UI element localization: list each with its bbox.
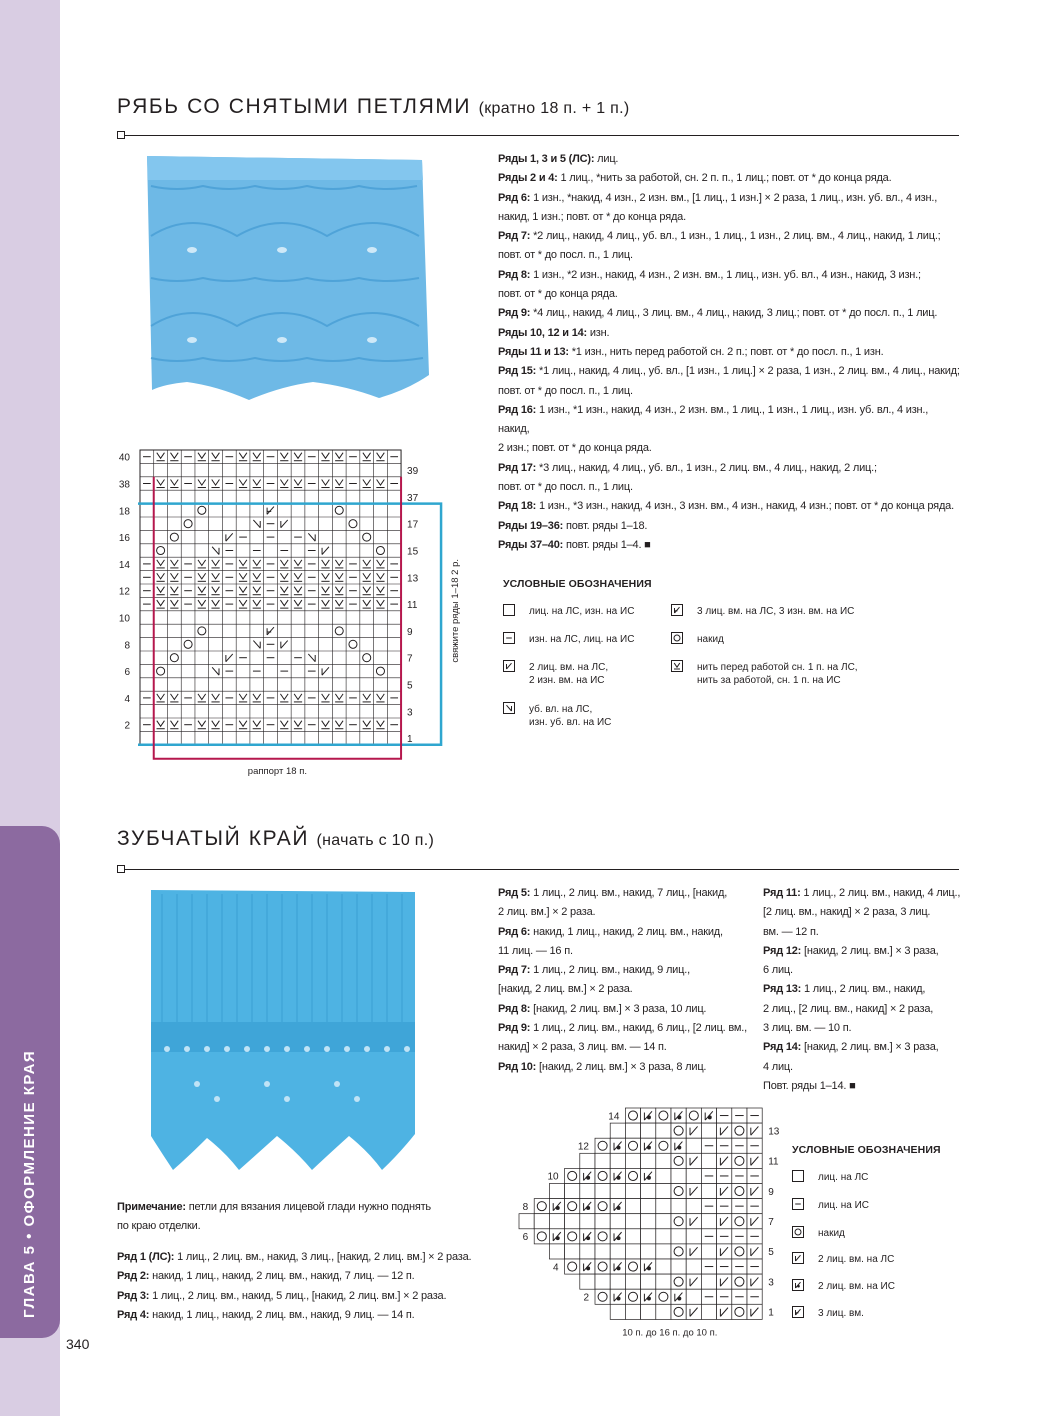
row-text: 1 лиц., 2 лиц. вм., накид, bbox=[804, 983, 926, 996]
chart1-row-label-left: 38 bbox=[118, 479, 130, 491]
row-text: 3 лиц. вм. — 10 п. bbox=[763, 1022, 852, 1035]
row-label: Ряды 19–36: bbox=[498, 519, 564, 532]
row-text: накид, 1 лиц., накид, 2 лиц. вм., накид, 9 лиц. — 14 п. bbox=[152, 1308, 415, 1321]
row-text: вм. — 12 п. bbox=[763, 925, 819, 938]
row-text: 1 лиц., *нить за работой, сн. 2 п. п., 1 лиц.; повт. от * до конца ряда. bbox=[560, 172, 892, 185]
section1-legend bbox=[503, 578, 883, 738]
row-text: 2 лиц., [2 лиц. вм., накид] × 2 раза, bbox=[763, 1002, 934, 1015]
instruction-line bbox=[763, 1038, 963, 1057]
row-text: накид, 1 лиц., накид, 2 лиц. вм., накид, 7 лиц. — 12 п. bbox=[152, 1270, 415, 1283]
legend-item-label: 2 лиц. вм. на ИС bbox=[818, 1281, 895, 1292]
row-text: *1 изн., нить перед работой сн. 2 п.; повт. от * до посл. п., 1 изн. bbox=[571, 345, 884, 358]
row-text: *3 лиц., накид, 4 лиц., уб. вл., 1 изн., 2 лиц. вм., 4 лиц., накид, 2 лиц.; bbox=[539, 461, 877, 474]
chart2-row-label-left: 2 bbox=[583, 1292, 589, 1304]
page-number: 340 bbox=[66, 1336, 90, 1352]
row-text: повт. от * до посл. п., 1 лиц. bbox=[498, 481, 633, 494]
row-text: [накид, 2 лиц. вм.] × 3 раза, bbox=[804, 1041, 939, 1054]
legend1-title: УСЛОВНЫЕ ОБОЗНАЧЕНИЯ bbox=[503, 578, 652, 590]
instruction-line bbox=[498, 401, 960, 440]
section1-swatch-photo bbox=[117, 150, 477, 416]
instruction-line bbox=[498, 285, 960, 304]
legend-item-label: уб. вл. на ЛС, bbox=[529, 704, 593, 715]
instruction-line bbox=[498, 1000, 758, 1019]
row-text: 11 лиц. — 16 п. bbox=[498, 944, 573, 957]
legend-item-label: изн. уб. вл. на ИС bbox=[529, 717, 612, 728]
chart2-row-label-left: 10 bbox=[547, 1171, 559, 1183]
row-label: Ряд 8: bbox=[498, 1002, 531, 1015]
legend-item-label: лиц. на ИС bbox=[818, 1200, 869, 1211]
legend-item-label: накид bbox=[818, 1228, 845, 1239]
row-text: петли для вязания лицевой глади нужно поднять bbox=[188, 1201, 431, 1213]
section1-chart bbox=[116, 446, 464, 776]
chart2-row-label-right: 9 bbox=[768, 1186, 774, 1198]
legend-item-label: нить перед работой сн. 1 п. на ЛС, bbox=[697, 662, 858, 673]
row-text: 1 лиц., 2 лиц. вм., накид, 7 лиц., [накид, bbox=[533, 887, 728, 899]
chart2-row-label-right: 7 bbox=[768, 1217, 774, 1229]
row-label: Ряд 7: bbox=[498, 230, 531, 243]
chart2-row-label-right: 13 bbox=[768, 1126, 780, 1138]
chart1-row-label-right: 13 bbox=[407, 573, 419, 585]
instruction-line bbox=[498, 536, 960, 555]
section1-rule bbox=[117, 135, 959, 136]
row-text: повт. ряды 1–4. ■ bbox=[565, 538, 651, 551]
row-label: Ряд 3: bbox=[117, 1289, 150, 1302]
legend-item-label: 3 лиц. вм. на ЛС, 3 изн. вм. на ИС bbox=[697, 606, 855, 617]
instruction-line bbox=[117, 1198, 477, 1217]
row-label: Ряд 6: bbox=[498, 925, 531, 938]
chart2-row-label-left: 12 bbox=[577, 1141, 589, 1153]
instruction-line bbox=[498, 439, 960, 458]
instruction-line bbox=[117, 1287, 477, 1306]
row-label: Ряд 17: bbox=[498, 461, 537, 474]
instruction-line bbox=[117, 1217, 477, 1236]
chart1-side-note: свяжите ряды 1–18 2 р. bbox=[450, 558, 462, 663]
instruction-line bbox=[498, 942, 758, 961]
row-text: [накид, 2 лиц. вм.] × 3 раза, bbox=[804, 944, 939, 957]
section2-subtitle: (начать с 10 п.) bbox=[316, 832, 435, 849]
row-text: [2 лиц. вм., накид] × 2 раза, 3 лиц. bbox=[763, 906, 931, 919]
chart1-row-label-left: 10 bbox=[118, 613, 130, 625]
row-text: Повт. ряды 1–14. ■ bbox=[763, 1079, 856, 1092]
instruction-line bbox=[498, 923, 758, 942]
instruction-line bbox=[763, 923, 963, 942]
row-text: 6 лиц. bbox=[763, 964, 793, 977]
row-text: 2 лиц. вм.] × 2 раза. bbox=[498, 906, 596, 919]
k2tog-square-icon bbox=[792, 1252, 804, 1264]
row-label: Примечание: bbox=[117, 1201, 186, 1213]
chart1-row-label-right: 9 bbox=[407, 626, 413, 638]
row-label: Ряд 15: bbox=[498, 365, 537, 378]
row-text: 4 лиц. bbox=[763, 1060, 793, 1073]
instruction-line bbox=[498, 478, 960, 497]
instruction-line bbox=[763, 961, 963, 980]
instruction-line bbox=[498, 903, 758, 922]
section2-chart bbox=[496, 1104, 780, 1339]
chart1-row-label-left: 2 bbox=[124, 720, 130, 732]
yarn-over-square-icon bbox=[792, 1226, 804, 1238]
instruction-line bbox=[498, 980, 758, 999]
instruction-line bbox=[763, 1077, 963, 1096]
chart1-row-label-left: 16 bbox=[118, 533, 130, 545]
instruction-line bbox=[498, 362, 960, 381]
k3tog-square-icon bbox=[792, 1306, 804, 1318]
chart1-row-label-right: 7 bbox=[407, 653, 413, 665]
section1-title: РЯБЬ СО СНЯТЫМИ ПЕТЛЯМИ bbox=[117, 95, 472, 118]
chart1-row-label-right: 3 bbox=[407, 707, 413, 719]
row-text: [накид, 2 лиц. вм.] × 3 раза, 8 лиц. bbox=[539, 1060, 707, 1073]
row-text: 1 лиц., 2 лиц. вм., накид, 6 лиц., [2 лиц. вм., bbox=[533, 1022, 747, 1035]
instruction-line bbox=[763, 1058, 963, 1077]
row-label: Ряды 1, 3 и 5 (ЛС): bbox=[498, 153, 595, 165]
row-label: Ряды 11 и 13: bbox=[498, 345, 569, 358]
chart2-row-label-right: 11 bbox=[768, 1156, 779, 1168]
instruction-line bbox=[498, 884, 758, 903]
row-label: Ряд 12: bbox=[763, 944, 802, 957]
chart1-row-label-right: 15 bbox=[407, 546, 419, 558]
row-text: 1 лиц., 2 лиц. вм., накид, 9 лиц., bbox=[533, 964, 690, 977]
row-label: Ряд 5: bbox=[498, 887, 531, 899]
instruction-line bbox=[498, 227, 960, 246]
chart1-row-label-right: 11 bbox=[407, 600, 418, 612]
chart2-row-label-left: 14 bbox=[608, 1111, 620, 1123]
chart1-row-label-right: 1 bbox=[407, 734, 413, 746]
chart1-grid bbox=[140, 450, 401, 745]
section2-title: ЗУБЧАТЫЙ КРАЙ bbox=[117, 827, 310, 850]
instruction-line bbox=[498, 1038, 758, 1057]
instruction-line bbox=[498, 343, 960, 362]
instruction-line bbox=[498, 517, 960, 536]
chart2-row-label-left: 4 bbox=[553, 1262, 559, 1274]
slip-square-icon bbox=[671, 660, 683, 672]
section1-heading bbox=[117, 95, 630, 119]
legend-item-label: 2 лиц. вм. на ЛС, bbox=[529, 662, 609, 673]
row-text: повт. от * до посл. п., 1 лиц. bbox=[498, 249, 633, 262]
row-text: *1 лиц., накид, 4 лиц., уб. вл., [1 изн., 1 лиц.] × 2 раза, 1 изн., 2 лиц. вм., 4 лиц., накид; bbox=[539, 365, 960, 378]
section2-rows-1-4 bbox=[117, 1248, 477, 1325]
instruction-line bbox=[763, 1000, 963, 1019]
chart1-row-label-right: 37 bbox=[407, 492, 419, 504]
row-text: *2 лиц., накид, 4 лиц., уб. вл., 1 изн., 1 лиц., 1 изн., 2 лиц. вм., 4 лиц., накид, 1 лиц.; bbox=[533, 230, 941, 243]
instruction-line bbox=[763, 903, 963, 922]
legend2-title: УСЛОВНЫЕ ОБОЗНАЧЕНИЯ bbox=[792, 1144, 941, 1156]
chart1-row-label-right: 5 bbox=[407, 680, 413, 692]
instruction-line bbox=[498, 169, 960, 188]
row-label: Ряд 8: bbox=[498, 268, 531, 281]
row-text: накид] × 2 раза, 3 лиц. вм. — 14 п. bbox=[498, 1041, 667, 1054]
legend-item-label: изн. на ЛС, лиц. на ИС bbox=[529, 634, 635, 645]
row-text: [накид, 2 лиц. вм.] × 3 раза, 10 лиц. bbox=[533, 1002, 707, 1015]
legend-item-label: лиц. на ЛС, изн. на ИС bbox=[529, 606, 635, 617]
legend-item-label: 3 лиц. вм. bbox=[818, 1308, 864, 1319]
row-text: повт. от * до посл. п., 1 лиц. bbox=[498, 384, 633, 397]
row-text: 1 лиц., 2 лиц. вм., накид, 3 лиц., [накид, 2 лиц. вм.] × 2 раза. bbox=[177, 1251, 472, 1263]
row-label: Ряд 7: bbox=[498, 964, 531, 977]
row-text: лиц. bbox=[597, 153, 619, 165]
instruction-line bbox=[498, 304, 960, 323]
section2-note bbox=[117, 1198, 477, 1237]
section2-rows-5-10 bbox=[498, 884, 758, 1077]
k3tog-square-icon bbox=[671, 604, 683, 616]
row-text: 1 лиц., 2 лиц. вм., накид, 5 лиц., [накид, 2 лиц. вм.] × 2 раза. bbox=[152, 1289, 447, 1302]
blank-square-icon bbox=[792, 1170, 804, 1182]
section2-rows-11-14 bbox=[763, 884, 963, 1096]
instruction-line bbox=[117, 1267, 477, 1286]
row-text: 1 изн., *1 изн., накид, 4 изн., 2 изн. вм., 1 лиц., 1 изн., 1 лиц., изн. уб. вл., 4 изн., накид, bbox=[498, 403, 929, 436]
row-label: Ряд 11: bbox=[763, 887, 801, 899]
row-label: Ряд 13: bbox=[763, 983, 802, 996]
section1-instructions bbox=[498, 150, 960, 555]
row-label: Ряд 10: bbox=[498, 1060, 537, 1073]
row-text: *4 лиц., накид, 4 лиц., 3 лиц. вм., 4 лиц., накид, 3 лиц.; повт. от * до посл. п., 1 лиц. bbox=[533, 307, 938, 320]
row-text: 1 лиц., 2 лиц. вм., накид, 4 лиц., bbox=[803, 887, 961, 899]
chart1-row-label-right: 17 bbox=[407, 519, 419, 531]
row-text: 1 изн., *накид, 4 изн., 2 изн. вм., [1 лиц., 1 изн.] × 2 раза, 1 лиц., изн. уб. вл., 4 изн., bbox=[533, 191, 938, 204]
legend-item-label: 2 изн. вм. на ИС bbox=[529, 675, 605, 686]
instruction-line bbox=[498, 1058, 758, 1077]
row-text: по краю отделки. bbox=[117, 1220, 201, 1233]
chart1-row-label-left: 8 bbox=[124, 640, 130, 652]
legend-item-label: лиц. на ЛС bbox=[818, 1172, 869, 1183]
row-text: повт. ряды 1–18. bbox=[565, 519, 648, 532]
chart2-grid bbox=[519, 1108, 762, 1319]
section2-rule bbox=[117, 869, 959, 870]
chart2-row-label-left: 8 bbox=[522, 1201, 529, 1213]
row-label: Ряд 9: bbox=[498, 1022, 531, 1035]
k2tog-square-icon bbox=[503, 660, 515, 672]
dash-square-icon bbox=[792, 1198, 804, 1210]
instruction-line bbox=[498, 208, 960, 227]
chart1-row-label-left: 6 bbox=[124, 667, 130, 679]
section2-heading bbox=[117, 827, 434, 851]
row-label: Ряд 14: bbox=[763, 1041, 802, 1054]
chart2-row-label-right: 1 bbox=[768, 1307, 774, 1319]
instruction-line bbox=[498, 150, 960, 169]
yarn-over-square-icon bbox=[671, 632, 683, 644]
chapter-label: ГЛАВА 5 • ОФОРМЛЕНИЕ КРАЯ bbox=[21, 1049, 38, 1318]
row-label: Ряд 1 (ЛС): bbox=[117, 1251, 175, 1263]
row-label: Ряды 10, 12 и 14: bbox=[498, 326, 587, 339]
row-text: [накид, 2 лиц. вм.] × 2 раза. bbox=[498, 983, 633, 996]
row-label: Ряд 18: bbox=[498, 500, 537, 513]
chart1-row-label-left: 40 bbox=[118, 452, 130, 464]
chart1-row-label-right: 39 bbox=[407, 466, 419, 478]
row-text: накид, 1 изн.; повт. от * до конца ряда. bbox=[498, 210, 686, 223]
legend-item-label: нить за работой, сн. 1 п. на ИС bbox=[697, 675, 841, 686]
section2-legend bbox=[792, 1144, 957, 1334]
instruction-line bbox=[763, 1019, 963, 1038]
instruction-line bbox=[763, 884, 963, 903]
blank-square-icon bbox=[503, 604, 515, 616]
chart1-row-label-left: 12 bbox=[118, 586, 130, 598]
instruction-line bbox=[763, 942, 963, 961]
instruction-line bbox=[498, 246, 960, 265]
instruction-line bbox=[117, 1306, 477, 1325]
chart2-row-label-right: 3 bbox=[768, 1277, 774, 1289]
instruction-line bbox=[498, 459, 960, 478]
row-text: изн. bbox=[589, 326, 610, 339]
instruction-line bbox=[498, 266, 960, 285]
legend-item-label: 2 лиц. вм. на ЛС bbox=[818, 1254, 895, 1265]
legend-item-label: накид bbox=[697, 634, 724, 645]
row-label: Ряд 6: bbox=[498, 191, 531, 204]
chart1-row-label-left: 14 bbox=[118, 559, 130, 571]
row-label: Ряд 16: bbox=[498, 403, 537, 416]
row-label: Ряды 37–40: bbox=[498, 538, 564, 551]
row-text: накид, 1 лиц., накид, 2 лиц. вм., накид, bbox=[533, 925, 723, 938]
row-text: 2 изн.; повт. от * до конца ряда. bbox=[498, 442, 652, 455]
instruction-line bbox=[498, 961, 758, 980]
section1-rule-marker bbox=[117, 131, 125, 139]
chart1-row-label-left: 4 bbox=[124, 693, 130, 705]
row-text: повт. от * до конца ряда. bbox=[498, 288, 618, 301]
section2-rule-marker bbox=[117, 865, 125, 873]
row-label: Ряд 4: bbox=[117, 1308, 150, 1321]
ssk-square-icon bbox=[503, 702, 515, 714]
chart1-row-label-left: 18 bbox=[118, 506, 130, 518]
row-text: 1 изн., *3 изн., накид, 4 изн., 3 изн. вм., 4 изн., накид, 4 изн.; повт. от * до конца ряда. bbox=[539, 500, 954, 513]
row-label: Ряд 9: bbox=[498, 307, 531, 320]
chart2-row-label-left: 6 bbox=[522, 1232, 529, 1244]
instruction-line bbox=[117, 1248, 477, 1267]
chart1-repeat-label: раппорт 18 п. bbox=[247, 765, 308, 777]
dash-square-icon bbox=[503, 632, 515, 644]
row-label: Ряды 2 и 4: bbox=[498, 172, 558, 185]
chart2-row-label-right: 5 bbox=[768, 1247, 774, 1259]
section1-subtitle: (кратно 18 п. + 1 п.) bbox=[478, 100, 630, 117]
row-text: 1 изн., *2 изн., накид, 4 изн., 2 изн. вм., 1 лиц., изн. уб. вл., 4 изн., накид, 3 изн.; bbox=[533, 268, 921, 281]
instruction-line bbox=[498, 324, 960, 343]
instruction-line bbox=[498, 382, 960, 401]
instruction-line bbox=[498, 497, 960, 516]
row-label: Ряд 2: bbox=[117, 1270, 150, 1283]
instruction-line bbox=[498, 1019, 758, 1038]
chart2-footer: 10 п. до 16 п. до 10 п. bbox=[622, 1327, 718, 1339]
instruction-line bbox=[498, 189, 960, 208]
instruction-line bbox=[763, 980, 963, 999]
section2-swatch-photo bbox=[117, 884, 440, 1194]
k2tog-ws-square-icon bbox=[792, 1279, 804, 1291]
